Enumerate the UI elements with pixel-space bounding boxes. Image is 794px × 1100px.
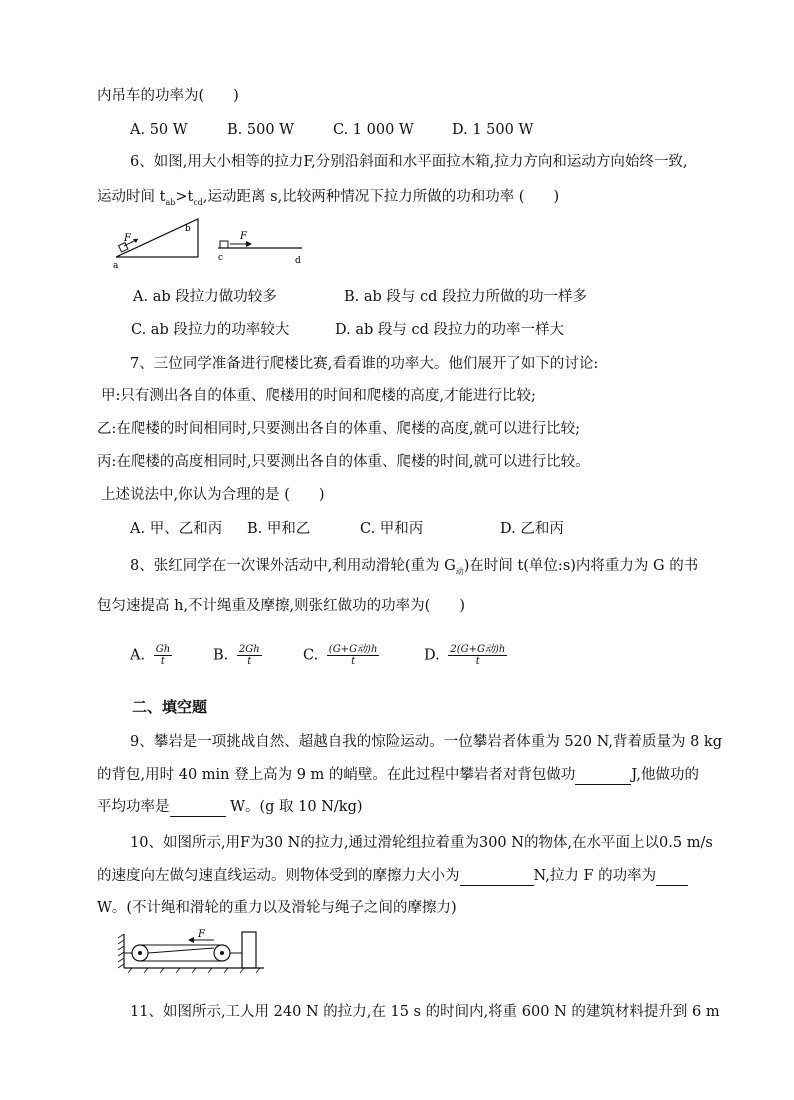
label-F-incline: F xyxy=(124,233,131,244)
q8-option-b xyxy=(213,644,262,667)
q7-option-a: A. 甲、乙和丙 xyxy=(130,521,223,537)
q8-line1-a: 8、张红同学在一次课外活动中,利用动滑轮(重为 G xyxy=(130,558,456,574)
label-F-horizontal: F xyxy=(240,231,247,242)
q5-option-b: B. 500 W xyxy=(227,122,295,138)
q10-line2-a: 的速度向左做匀速直线运动。则物体受到的摩擦力大小为 xyxy=(97,868,460,884)
q8-option-a-fraction: $\frac{Gh}{t}$ xyxy=(155,644,171,667)
q7-bing: 丙:在爬楼的高度相同时,只要测出各自的体重、爬楼的时间,就可以进行比较。 xyxy=(97,454,590,470)
q5-stem-tail: 内吊车的功率为( ) xyxy=(97,88,239,104)
q8-option-d xyxy=(424,644,507,667)
object-block xyxy=(242,932,256,968)
q10-blank-power[interactable] xyxy=(656,871,688,886)
q11-line1: 11、如图所示,工人用 240 N 的拉力,在 15 s 的时间内,将重 600 N 的建筑材料提升到 6 m xyxy=(130,1004,720,1020)
q9-blank-work[interactable] xyxy=(575,770,631,785)
q9-blank-power[interactable] xyxy=(170,802,226,817)
q6-option-c: C. ab 段拉力的功率较大 xyxy=(131,322,290,338)
label-c: c xyxy=(218,253,224,263)
q8-option-c-fraction: $\frac{\text{(G+G动)h}}{t}$ xyxy=(328,644,378,667)
q6-option-d: D. ab 段与 cd 段拉力的功率一样大 xyxy=(335,322,564,338)
q6-gt: >t xyxy=(175,189,194,205)
q8-option-d-fraction: $\frac{\text{2(G+G动)h}}{t}$ xyxy=(450,644,506,667)
left-wall-hatch xyxy=(118,934,124,968)
q10-line3: W。(不计绳和滑轮的重力以及滑轮与绳子之间的摩擦力) xyxy=(97,900,457,916)
q8-line1-b: )在时间 t(单位:s)内将重力为 G 的书 xyxy=(463,558,699,574)
label-a: a xyxy=(113,261,119,270)
box-on-incline xyxy=(119,243,128,252)
q5-option-c: C. 1 000 W xyxy=(333,122,414,138)
moving-pulley-axle xyxy=(220,951,224,955)
q8-option-d-letter: D. xyxy=(424,647,440,664)
box-on-horizontal xyxy=(220,241,228,248)
q6-line2-a: 运动时间 t xyxy=(97,189,166,205)
q10-blank-friction[interactable] xyxy=(460,871,534,886)
q8-line1 xyxy=(130,556,698,582)
q6-sub-cd: cd xyxy=(193,197,203,207)
q6-line2-b: ,运动距离 s,比较两种情况下拉力所做的功和功率 ( ) xyxy=(202,189,560,205)
q6-line2 xyxy=(97,187,559,213)
q10-pulley-figure xyxy=(118,926,268,974)
q8-option-c xyxy=(303,644,379,667)
q7-option-d: D. 乙和丙 xyxy=(500,521,564,537)
q9-line1: 9、攀岩是一项挑战自然、超越自我的惊险运动。一位攀岩者体重为 520 N,背着质量为 8 kg xyxy=(130,734,722,750)
ground-hatch xyxy=(128,968,260,973)
label-b: b xyxy=(185,224,191,234)
q7-ask: 上述说法中,你认为合理的是 ( ) xyxy=(101,487,325,503)
q6-sub-ab: ab xyxy=(165,197,176,207)
label-F: F xyxy=(198,929,205,940)
q8-option-a-letter: A. xyxy=(130,647,146,664)
q9-line3 xyxy=(97,797,363,817)
q7-line1: 7、三位同学准备进行爬楼比赛,看看谁的功率大。他们展开了如下的讨论: xyxy=(130,356,599,372)
q8-sub-dong: 动 xyxy=(455,566,464,576)
q7-option-c: C. 甲和丙 xyxy=(360,521,424,537)
q8-option-b-fraction: $\frac{2Gh}{t}$ xyxy=(238,644,260,667)
q8-option-b-letter: B. xyxy=(213,647,229,664)
q10-line2 xyxy=(97,866,688,886)
q9-line2-a: 的背包,用时 40 min 登上高为 9 m 的峭壁。在此过程中攀岩者对背包做功 xyxy=(97,767,576,783)
q6-option-b: B. ab 段与 cd 段拉力所做的功一样多 xyxy=(344,289,588,305)
q5-option-d: D. 1 500 W xyxy=(452,122,534,138)
q9-line2 xyxy=(97,765,699,785)
q9-line2-b: J,他做功的 xyxy=(631,767,699,783)
label-d: d xyxy=(295,256,301,266)
q8-option-c-letter: C. xyxy=(303,647,319,664)
q10-line2-b: N,拉力 F 的功率为 xyxy=(533,868,657,884)
q7-yi: 乙:在爬楼的时间相同时,只要测出各自的体重、爬楼的高度,就可以进行比较; xyxy=(97,421,580,437)
q5-option-a: A. 50 W xyxy=(130,122,188,138)
q8-option-a xyxy=(130,644,172,667)
q8-line2: 包匀速提高 h,不计绳重及摩擦,则张红做功的功率为( ) xyxy=(97,598,465,614)
fixed-pulley-axle xyxy=(138,951,142,955)
section-title-fill-in: 二、填空题 xyxy=(132,698,208,716)
q7-option-b: B. 甲和乙 xyxy=(247,521,311,537)
q9-line3-b: W。(g 取 10 N/kg) xyxy=(225,799,363,815)
q6-option-a: A. ab 段拉力做功较多 xyxy=(133,289,277,305)
q9-line3-a: 平均功率是 xyxy=(97,799,170,815)
force-arrowhead xyxy=(188,937,194,943)
rope-pull xyxy=(148,948,214,953)
q6-line1: 6、如图,用大小相等的拉力F,分别沿斜面和水平面拉木箱,拉力方向和运动方向始终一致, xyxy=(130,154,688,170)
q7-jia: 甲:只有测出各自的体重、爬楼用的时间和爬楼的高度,才能进行比较; xyxy=(101,388,536,404)
q10-line1: 10、如图所示,用F为30 N的拉力,通过滑轮组拉着重为300 N的物体,在水平面上以0.5 m/s xyxy=(130,835,713,851)
q6-figure xyxy=(110,215,310,270)
